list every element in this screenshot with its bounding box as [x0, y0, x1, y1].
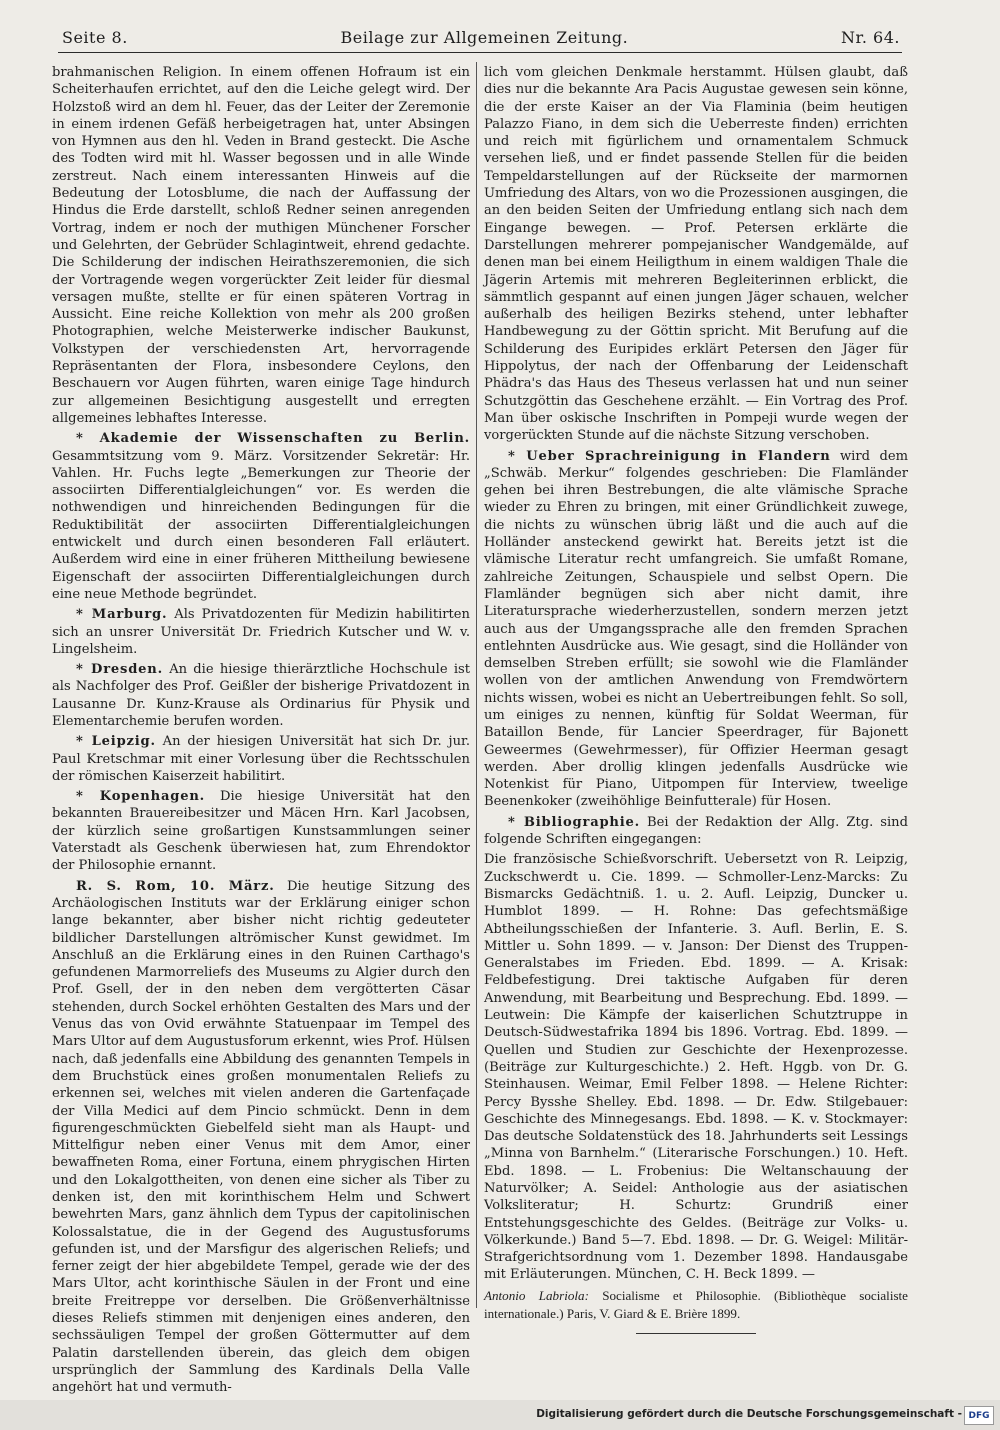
left-column: [52, 64, 470, 1400]
item-text: brahmanischen Religion. In einem offenen Hofraum ist ein Scheiterhaufen errichtet, auf den die Leiche gelegt wird. Der Holzstoß wird an dem hl. Feuer, das der Leiter der Zeremonie in einem irdenen Gefäß herbeigetragen hat, unter Absingen von Hymnen aus den hl. Veden in Brand gesteckt. Die Asche des Todten wird mit hl. Wasser begossen und in alle Winde zerstreut. Nach einem interessanten Hinweis auf die Bedeutung der Lotosblume, die nach der Auffassung der Hindus die Erde darstellt, schloß Redner seinen anregenden Vortrag, indem er noch der muthigen Münchener Forscher und Gelehrten, der Gebrüder Schlagintweit, ehrend gedachte. Die Schilderung der indischen Heirathszeremonien, die sich der Vortragende wegen vorgerückter Zeit leider für diesmal versagen mußte, stellte er für einen späteren Vortrag in Aussicht. Eine reiche Kollektion von mehr als 200 großen Photographien, welche Meisterwerke indischer Baukunst, Volkstypen der verschiedensten Art, hervorragende Repräsentanten der Flora, insbesondere Ceylons, den Beschauern vor Augen führten, waren einige Tage hindurch zur allgemeinen Besichtigung ausgestellt und erregten allgemeines lebhaftes Interesse.: [52, 65, 470, 426]
item-heading: * Leipzig.: [76, 734, 156, 750]
dfg-logo: DFG: [964, 1406, 994, 1425]
item-heading: * Bibliographie.: [508, 814, 641, 830]
item-heading: * Ueber Sprachreinigung in Flandern: [508, 448, 831, 464]
news-item: [484, 814, 908, 849]
funding-note: Digitalisierung gefördert durch die Deutsche Forschungsgemeinschaft -: [536, 1408, 962, 1420]
item-text: Die französische Schießvorschrift. Uebersetzt von R. Leipzig, Zuckschwerdt u. Cie. 1899. — Schmoller-Lenz-Marcks: Zu Bismarcks Gedächtniß. 1. u. 2. Aufl. Leipzig, Duncker u. Humblot 1899. — H. Rohne: Das gefechtsmäßige Abtheilungsschießen der Infanterie. 3. Aufl. Berlin, E. S. Mittler u. Sohn 1899. — v. Janson: Der Dienst des Truppen-Generalstabes im Frieden. Ebd. 1899. — A. Krisak: Feldbefestigung. Drei taktische Aufgaben für deren Anwendung, mit Bearbeitung und Besprechung. Ebd. 1899. — Leutwein: Die Kämpfe der kaiserlichen Schutztruppe in Deutsch-Südwestafrika 1894 bis 1896. Vortrag. Ebd. 1899. — Quellen und Studien zur Geschichte der Hexenprozesse. (Beiträge zur Kulturgeschichte.) 2. Heft. Hggb. von Dr. G. Steinhausen. Weimar, Emil Felber 1898. — Helene Richter: Percy Bysshe Shelley. Ebd. 1898. — Dr. Edw. Stilgebauer: Geschichte des Minnegesangs. Ebd. 1898. — K. v. Stockmayer: Das deutsche Soldatenstück des 18. Jahrhunderts seit Lessings „Minna von Barnhelm.“ (Literarische Forschungen.) 10. Heft. Ebd. 1898. — L. Frobenius: Die Weltanschauung der Naturvölker; A. Seidel: Anthologie aus der asiatischen Volksliteratur; H. Schurtz: Grundriß einer Entstehungsgeschichte des Geldes. (Beiträge zur Volks- u. Völkerkunde.) Band 5—7. Ebd. 1898. — Dr. G. Weigel: Militär-Strafgerichtsordnung vom 1. Dezember 1898. Handausgabe mit Erläuterungen. München, C. H. Beck 1899. —: [484, 852, 908, 1283]
page-header: [62, 24, 900, 50]
item-text: Gesammtsitzung vom 9. März. Vorsitzender Sekretär: Hr. Vahlen. Hr. Fuchs legte „Bemerkungen zur Theorie der associirten Differentialgleichungen“ vor. Es werden die nothwendigen und hinreichenden Bedingungen für die Reduktibilität der associirten Differentialgleichungen entwickelt und durch einen besonderen Fall erläutert. Außerdem wird eine in einer früheren Mittheilung bewiesene Eigenschaft der associirten Differentialgleichungen durch eine neue Methode begründet.: [52, 448, 470, 602]
issue-number: Nr. 64.: [840, 27, 900, 47]
item-heading: * Akademie der Wissenschaften zu Berlin.: [76, 431, 470, 447]
news-item: [52, 733, 470, 785]
item-text: An der hiesigen Universität hat sich Dr. jur. Paul Kretschmar mit einer Vorlesung über die Rechtsschulen der römischen Kaiserzeit habilitirt.: [52, 734, 470, 784]
news-item: [52, 788, 470, 874]
item-text: Als Privatdozenten für Medizin habilitirten sich an unsrer Universität Dr. Friedrich Kutscher und W. v. Lingelsheim.: [52, 607, 470, 657]
item-heading: * Dresden.: [76, 662, 163, 678]
item-heading: * Kopenhagen.: [76, 789, 206, 805]
paragraph: [484, 851, 908, 1283]
end-rule: [636, 1333, 756, 1334]
item-text: lich vom gleichen Denkmale herstammt. Hülsen glaubt, daß dies nur die bekannte Ara Pacis Augustae gewesen sein könne, die der erste Kaiser an der Via Flaminia (beim heutigen Palazzo Fiano, in dem sich die Ueberreste finden) errichten und reich mit figürlichem und ornamentalem Schmuck versehen ließ, und er findet passende Stellen für die beiden Tempeldarstellungen auf der Rückseite der marmornen Umfriedung des Altars, von wo die Prozessionen ausgingen, die an den beiden Seiten der Umfriedung entlang sich nach dem Eingange bewegen. — Prof. Petersen erklärte die Darstellungen mehrerer pompejanischer Wandgemälde, auf denen man bei einem Heiligthum in einem waldigen Thale die Jägerin Artemis mit mehreren Begleiterinnen erblickt, die sämmtlich gespannt auf einen jungen Jäger schauen, welcher außerhalb des heiligen Bezirks stehend, unter lebhafter Handbewegung zu der Göttin spricht. Mit Berufung auf die Schilderung des Euripides erklärt Petersen den Jäger für Hippolytus, der nach der Offenbarung der Leidenschaft Phädra's das Haus des Theseus verlassen hat und nun seiner Schutzgöttin das Geschehene erzählt. — Ein Vortrag des Prof. Man über oskische Inschriften in Pompeji wurde wegen der vorgerückten Stunde auf die nächste Sitzung verschoben.: [484, 65, 908, 444]
author-name: Antonio Labriola:: [484, 1287, 589, 1303]
publication-title: Beilage zur Allgemeinen Zeitung.: [340, 27, 629, 47]
item-text: Die heutige Sitzung des Archäologischen Instituts war der Erklärung einiger schon lange bekannter, aber bisher nicht richtig gedeuteter bildlicher Darstellungen altrömischer Kunst gewidmet. Im Anschluß an die Erklärung eines in den Ruinen Carthago's gefundenen Marmorreliefs des Museums zu Algier durch den Prof. Gsell, der in den neben dem vergötterten Cäsar stehenden, durch Sockel erhöhten Gestalten des Mars und der Venus das von Ovid erwähnte Statuenpaar im Tempel des Mars Ultor auf dem Augustusforum erkennt, wies Prof. Hülsen nach, daß jedenfalls eine Abbildung des genannten Tempels in dem Bruchstück eines großen monumentalen Reliefs zu erkennen sei, welches mit vielen anderen die Gartenfaçade der Villa Medici auf dem Pincio schmückt. Denn in dem figurengeschmückten Giebelfeld sieht man als Haupt- und Mittelfigur neben einer Venus mit dem Amor, einer bewaffneten Roma, einer Fortuna, einem phrygischen Hirten und den Lokalgottheiten, von denen eine sicher als Tiber zu denken ist, den mit korinthischem Helm und Schwert bewehrten Mars, ganz ähnlich dem Typus der capitolinischen Kolossalstatue, die in der Gegend des Augustusforums gefunden ist, und der Marsfigur des algerischen Reliefs; und ferner zeigt der hier abgebildete Tempel, gerade wie der des Mars Ultor, acht korinthische Säulen in der Front und eine breite Freitreppe vor derselben. Die Größenverhältnisse dieses Reliefs stimmen mit denjenigen eines anderen, den sechssäuligen Tempel der großen Göttermutter auf dem Palatin darstellenden überein, das gleich dem obigen ursprünglich der Sammlung des Kardinals Della Valle angehört hat und vermuth-: [52, 878, 470, 1396]
item-heading: * Marburg.: [76, 607, 168, 623]
item-text: Socialisme et Philosophie. (Bibliothèque socialiste internationale.) Paris, V. Giard & E. Brière 1899.: [484, 1287, 908, 1322]
news-item: [52, 430, 470, 603]
news-item: [52, 606, 470, 658]
item-heading: R. S. Rom, 10. März.: [76, 878, 275, 894]
news-item: [52, 878, 470, 1397]
page-number: Seite 8.: [62, 27, 128, 47]
column-divider: [476, 62, 477, 1308]
paragraph: [484, 1287, 908, 1324]
paragraph: [52, 64, 470, 427]
right-column: [484, 64, 908, 1334]
item-text: Bei der Redaktion der Allg. Ztg. sind folgende Schriften eingegangen:: [484, 814, 908, 848]
item-text: An die hiesige thierärztliche Hochschule ist als Nachfolger des Prof. Geißler der bisherige Privatdozent in Lausanne Dr. Kunz-Krause als Ordinarius für Physik und Elementarchemie berufen worden.: [52, 662, 470, 729]
header-rule: [58, 52, 902, 53]
digitization-footer: [0, 1400, 1000, 1430]
item-text: Die hiesige Universität hat den bekannten Brauereibesitzer und Mäcen Hrn. Karl Jacobsen, der kürzlich seine großartigen Kunstsammlungen seiner Vaterstadt als Geschenk überwiesen hat, zum Ehrendoktor der Philosophie ernannt.: [52, 789, 471, 874]
news-item: [484, 448, 908, 811]
news-item: [52, 661, 470, 730]
item-text: wird dem „Schwäb. Merkur“ folgendes geschrieben: Die Flamländer gehen bei ihren Bestrebungen, die alte vlämische Sprache wieder zu Ehren zu bringen, mit einer Gründlichkeit zuwege, die nichts zu wünschen übrig läßt und die auch auf die Holländer ansteckend gewirkt hat. Bereits jetzt ist die vlämische Literatur recht umfangreich. Sie umfaßt Romane, zahlreiche Zeitungen, Schauspiele und selbst Opern. Die Flamländer begnügen sich aber nicht damit, ihre Literatursprache wiederherzustellen, sondern merzen jetzt auch aus der Umgangssprache alle den fremden Sprachen entlehnten Ausdrücke aus. Wie gesagt, sind die Holländer von demselben Streben erfüllt; sie sowohl wie die Flamländer wollen von der amtlichen Anwendung von Fremdwörtern nichts wissen, wobei es nicht an Uebertreibungen fehlt. So soll, um einiges zu nennen, künftig für Soldat Weerman, für Bataillon Bende, für Lancier Speerdrager, für Bajonett Geweermes (Gewehrmesser), für Offizier Heerman gesagt werden. Aber drollig klingen jedenfalls Ausdrücke wie Notenkist für Piano, Uitpompen für Interview, tweelige Beenenkoker (zweihöhlige Beinfutterale) für Hosen.: [484, 448, 908, 810]
paragraph: [484, 64, 908, 445]
